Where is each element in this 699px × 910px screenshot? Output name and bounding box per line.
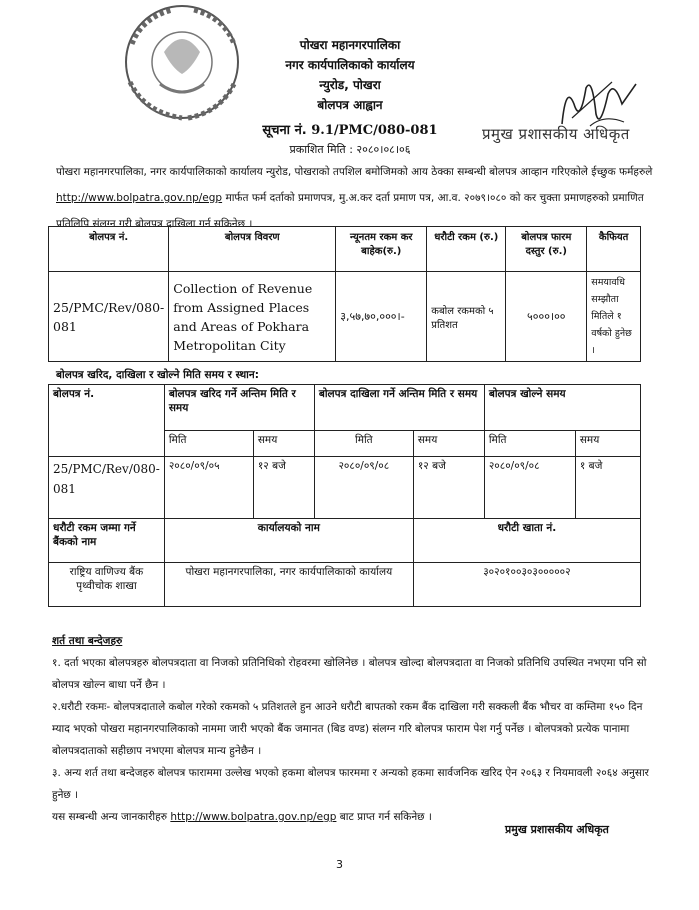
bid-number: 25/PMC/Rev/080-081 <box>49 272 169 362</box>
notice-label: सूचना नं. <box>262 123 307 138</box>
account-number: ३०२०१००३०३०००००२ <box>413 563 640 607</box>
notice-number: 9.1/PMC/080-081 <box>311 123 438 138</box>
col-deposit: धरौटी रकम (रु.) <box>427 227 506 272</box>
remarks: समयावधि सम्झौता मितिले १ वर्षको हुनेछ । <box>587 272 641 362</box>
bank-header: धरौटी रकम जम्मा गर्ने बैंकको नाम <box>49 519 165 563</box>
term-4-text-end: बाट प्राप्त गर्न सकिनेछ । <box>339 811 432 823</box>
intro-text-1: पोखरा महानगरपालिका, नगर कार्यपालिकाको कार्यालय न्युरोड, पोखराको तपशिल बमोजिमको आय ठेक्का सम्बन्धी बोलपत्र आव्हान गरिएकोले ईच्छुक फर्महरुले <box>56 166 653 178</box>
account-header: धरौटी खाता नं. <box>413 519 640 563</box>
schedule-table <box>48 384 641 607</box>
office-header: कार्यालयको नाम <box>164 519 413 563</box>
bank-header-row <box>49 519 641 563</box>
col-opening-time: बोलपत्र खोल्ने समय <box>484 385 640 431</box>
table-header-row <box>49 385 641 431</box>
purchase-time: १२ बजे <box>253 457 314 519</box>
bid-description: Collection of Revenue from Assigned Places and Areas of Pokhara Metropolitan City <box>169 272 336 362</box>
col-bid-number: बोलपत्र नं. <box>49 385 165 457</box>
submit-date: २०८०/०९/०८ <box>314 457 413 519</box>
submit-time: १२ बजे <box>413 457 484 519</box>
sub-time: समय <box>575 431 640 457</box>
col-bid-description: बोलपत्र विवरण <box>169 227 336 272</box>
bolpatra-link[interactable]: http://www.bolpatra.gov.np/egp <box>170 811 337 823</box>
office-name-cell: पोखरा महानगरपालिका, नगर कार्यपालिकाको कार्यालय <box>164 563 413 607</box>
table-header-row <box>49 227 641 272</box>
col-bid-number: बोलपत्र नं. <box>49 227 169 272</box>
open-date: २०८०/०९/०८ <box>484 457 575 519</box>
sub-time: समय <box>253 431 314 457</box>
document-title: बोलपत्र आह्वान <box>317 98 383 112</box>
bid-number: 25/PMC/Rev/080-081 <box>49 457 165 519</box>
signatory-title: प्रमुख प्रशासकीय अधिकृत <box>482 125 630 143</box>
term-2: २.धरौटी रकमः- बोलपत्रदाताले कबोल गरेको रकमको ५ प्रतिशतले हुन आउने धरौटी बापतको रकम बैंक दाखिला गरी सक्कली बैंक भौचर वा कम्तिमा १५० दिन म्याद भएको पोखरा महानगरपालिकाको नाममा जारी भएको बैंक जमानत (बिड वण्ड) संलग्न गरि बोलपत्र फाराम पेश गर्नु पर्नेछ । बोलपत्रको प्रत्येक पानामा बोलपत्रदाताको सहीछाप नभएमा बोलपत्र मान्य हुनेछैन । <box>52 701 643 757</box>
term-4-text: यस सम्बन्धी अन्य जानकारीहरु <box>52 811 167 823</box>
intro-text-2: मार्फत फर्म दर्ताको प्रमाणपत्र, मु.अ.कर दर्ता प्रमाण पत्र, आ.व. २०७९।०८० को कर चुक्ता प्रमाणहरुको प्रमाणित प्रतिलिपि संलग्न गरी बोलपत्र दाखिला गर्न सकिनेछ । <box>56 192 644 230</box>
office-name: पोखरा महानगरपालिका <box>299 38 401 52</box>
sub-date: मिति <box>314 431 413 457</box>
col-submit-deadline: बोलपत्र दाखिला गर्ने अन्तिम मिति र समय <box>314 385 484 431</box>
min-amount: ३,५७,७०,०००।- <box>336 272 427 362</box>
terms-section <box>52 630 652 828</box>
term-3: ३. अन्य शर्त तथा बन्देजहरु बोलपत्र फाराममा उल्लेख भएको हकमा बोलपत्र फारममा र अन्यको हकमा सार्वजनिक खरिद ऐन २०६३ र नियमावली २०६४ अनुसार हुनेछ । <box>52 767 649 801</box>
table-row <box>49 272 641 362</box>
col-purchase-deadline: बोलपत्र खरिद गर्ने अन्तिम मिति र समय <box>164 385 314 431</box>
bank-name: राष्ट्रिय वाणिज्य बैंक पृथ्वीचोक शाखा <box>49 563 165 607</box>
col-form-fee: बोलपत्र फारम दस्तुर (रु.) <box>506 227 587 272</box>
col-remarks: कैफियत <box>587 227 641 272</box>
sub-date: मिति <box>164 431 253 457</box>
bank-row <box>49 563 641 607</box>
col-min-amount: न्यूनतम रकम कर बाहेक(रु.) <box>336 227 427 272</box>
office-address: न्युरोड, पोखरा <box>319 78 381 92</box>
sub-time: समय <box>413 431 484 457</box>
published-date: प्रकाशित मिति : २०८०।०८।०६ <box>289 143 411 156</box>
open-time: १ बजे <box>575 457 640 519</box>
section-title: बोलपत्र खरिद, दाखिला र खोल्ने मिति समय र स्थान: <box>56 369 259 381</box>
terms-title: शर्त तथा बन्देजहरु <box>52 635 123 647</box>
table-row <box>49 457 641 519</box>
term-1: १. दर्ता भएका बोलपत्रहरु बोलपत्रदाता वा निजको प्रतिनिधिको रोहवरमा खोलिनेछ । बोलपत्र खोल्दा बोलपत्रदाता वा निजको प्रतिनिधि उपस्थित नभएमा पनि सो बोलपत्र खोल्न बाधा पर्ने छैन । <box>52 657 647 691</box>
sub-date: मिति <box>484 431 575 457</box>
form-fee: ५०००।०० <box>506 272 587 362</box>
deposit-amount: कबोल रकमको ५ प्रतिशत <box>427 272 506 362</box>
page-number: 3 <box>336 858 343 871</box>
bid-details-table <box>48 226 641 362</box>
notice-number-line <box>240 120 460 138</box>
footer-signatory: प्रमुख प्रशासकीय अधिकृत <box>505 823 609 836</box>
bolpatra-link[interactable]: http://www.bolpatra.gov.np/egp <box>56 192 223 204</box>
purchase-date: २०८०/०९/०५ <box>164 457 253 519</box>
office-subname: नगर कार्यपालिकाको कार्यालय <box>285 58 415 72</box>
